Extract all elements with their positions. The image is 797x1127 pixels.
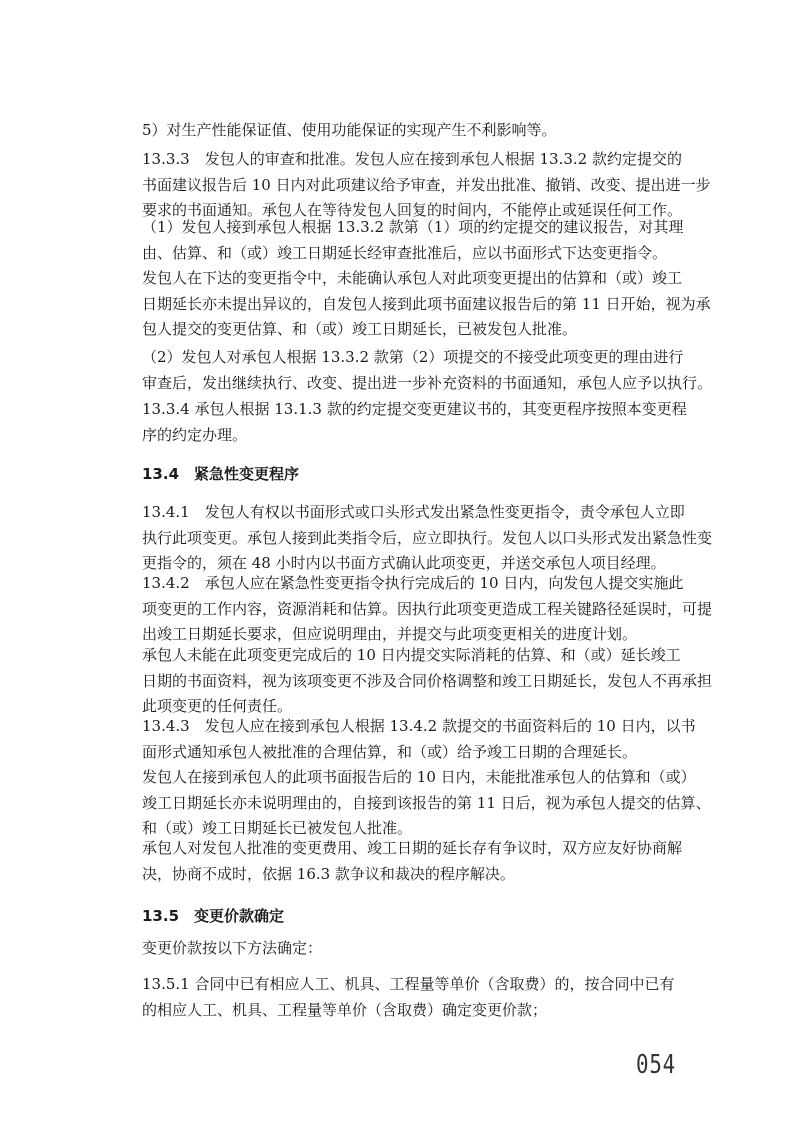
text-line: 要求的书面通知。承包人在等待发包人回复的时间内，不能停止或延误任何工作。 [142, 201, 683, 219]
text-line: 的相应人工、机具、工程量等单价（含取费）确定变更价款； [142, 1000, 548, 1019]
text-line: 更指令的，须在 48 小时内以书面方式确认此项变更，并送交承包人项目经理。 [142, 554, 666, 572]
paragraph-variation-order [112, 266, 711, 343]
text-line: 变更价款按以下方法确定： [142, 939, 323, 957]
paragraph-item-5 [112, 118, 682, 144]
text-line: 序的约定办理。 [142, 425, 248, 444]
text-line: 13.4.1 发包人有权以书面形式或口头形式发出紧急性变更指令，责令承包人立即 [142, 503, 685, 521]
text-line: 决，协商不成时，依据 16.3 款争议和裁决的程序解决。 [142, 864, 515, 883]
section-heading-13-5: 13.5 变更价款确定 [142, 907, 285, 925]
text-line: 日期延长亦未提出异议的，自发包人接到此项书面建议报告后的第 11 日开始，视为承 [142, 294, 711, 313]
paragraph-13-3-3 [112, 147, 711, 224]
paragraph-13-4-3-cont [112, 765, 711, 842]
text-line: 竣工日期延长亦未说明理由的，自接到该报告的第 11 日后，视为承包人提交的估算、 [142, 793, 711, 812]
page-number: 054 [636, 1050, 676, 1080]
text-line: 13.4.3 发包人应在接到承包人根据 13.4.2 款提交的书面资料后的 10 日内，以书 [142, 717, 696, 735]
paragraph-13-3-3-2 [112, 345, 713, 396]
text-line: 面形式通知承包人被批准的合理估算，和（或）给予竣工日期的合理延长。 [142, 742, 638, 761]
text-line: （2）发包人对承包人根据 13.3.2 款第（2）项提交的不接受此项变更的理由进行 [142, 348, 684, 366]
text-line: 5）对生产性能保证值、使用功能保证的实现产生不利影响等。 [142, 121, 557, 139]
paragraph-13-4-3 [112, 714, 696, 765]
text-line: 13.4.2 承包人应在紧急性变更指令执行完成后的 10 日内，向发包人提交实施此 [142, 574, 684, 592]
paragraph-13-3-3-1 [112, 215, 682, 266]
paragraph-dispute [112, 836, 682, 887]
text-line: 书面建议报告后 10 日内对此项建议给予审查，并发出批准、撤销、改变、提出进一步 [142, 175, 711, 194]
text-line: 审查后，发出继续执行、改变、提出进一步补充资料的书面通知，承包人应予以执行。 [142, 373, 713, 392]
text-line: 13.3.4 承包人根据 13.1.3 款的约定提交变更建议书的，其变更程序按照本变更程 [142, 400, 687, 418]
text-line: 发包人在接到承包人的此项书面报告后的 10 日内，未能批准承包人的估算和（或） [142, 768, 696, 786]
paragraph-13-4-1 [112, 500, 713, 577]
paragraph-13-4-2 [112, 571, 713, 648]
paragraph-13-5-1 [112, 972, 682, 1023]
paragraph-13-5-intro [112, 936, 682, 962]
text-line: 包人提交的变更估算、和（或）竣工日期延长，已被发包人批准。 [142, 320, 578, 338]
text-line: 和（或）竣工日期延长已被发包人批准。 [142, 819, 413, 837]
text-line: 发包人在下达的变更指令中，未能确认承包人对此项变更提出的估算和（或）竣工 [142, 269, 683, 287]
text-line: 出竣工日期延长要求，但应说明理由，并提交与此项变更相关的进度计划。 [142, 625, 638, 643]
paragraph-13-3-4 [112, 397, 687, 448]
text-line: 此项变更的任何责任。 [142, 697, 293, 715]
paragraph-13-4-2-cont [112, 643, 713, 720]
text-line: （1）发包人接到承包人根据 13.3.2 款第（1）项的约定提交的建议报告，对其理 [142, 218, 684, 236]
text-line: 由、估算、和（或）竣工日期延长经审查批准后，应以书面形式下达变更指令。 [142, 243, 668, 262]
text-line: 项变更的工作内容，资源消耗和估算。因执行此项变更造成工程关键路径延误时，可提 [142, 599, 713, 618]
section-heading-13-4: 13.4 紧急性变更程序 [142, 465, 300, 483]
text-line: 承包人未能在此项变更完成后的 10 日内提交实际消耗的估算、和（或）延长竣工 [142, 646, 681, 664]
text-line: 日期的书面资料，视为该项变更不涉及合同价格调整和竣工日期延长，发包人不再承担 [142, 671, 713, 690]
text-line: 13.3.3 发包人的审查和批准。发包人应在接到承包人根据 13.3.2 款约定提交的 [142, 150, 682, 168]
text-line: 承包人对发包人批准的变更费用、竣工日期的延长存有争议时，双方应友好协商解 [142, 839, 683, 857]
text-line: 13.5.1 合同中已有相应人工、机具、工程量等单价（含取费）的，按合同中已有 [142, 975, 675, 993]
text-line: 执行此项变更。承包人接到此类指令后，应立即执行。发包人以口头形式发出紧急性变 [142, 528, 713, 547]
